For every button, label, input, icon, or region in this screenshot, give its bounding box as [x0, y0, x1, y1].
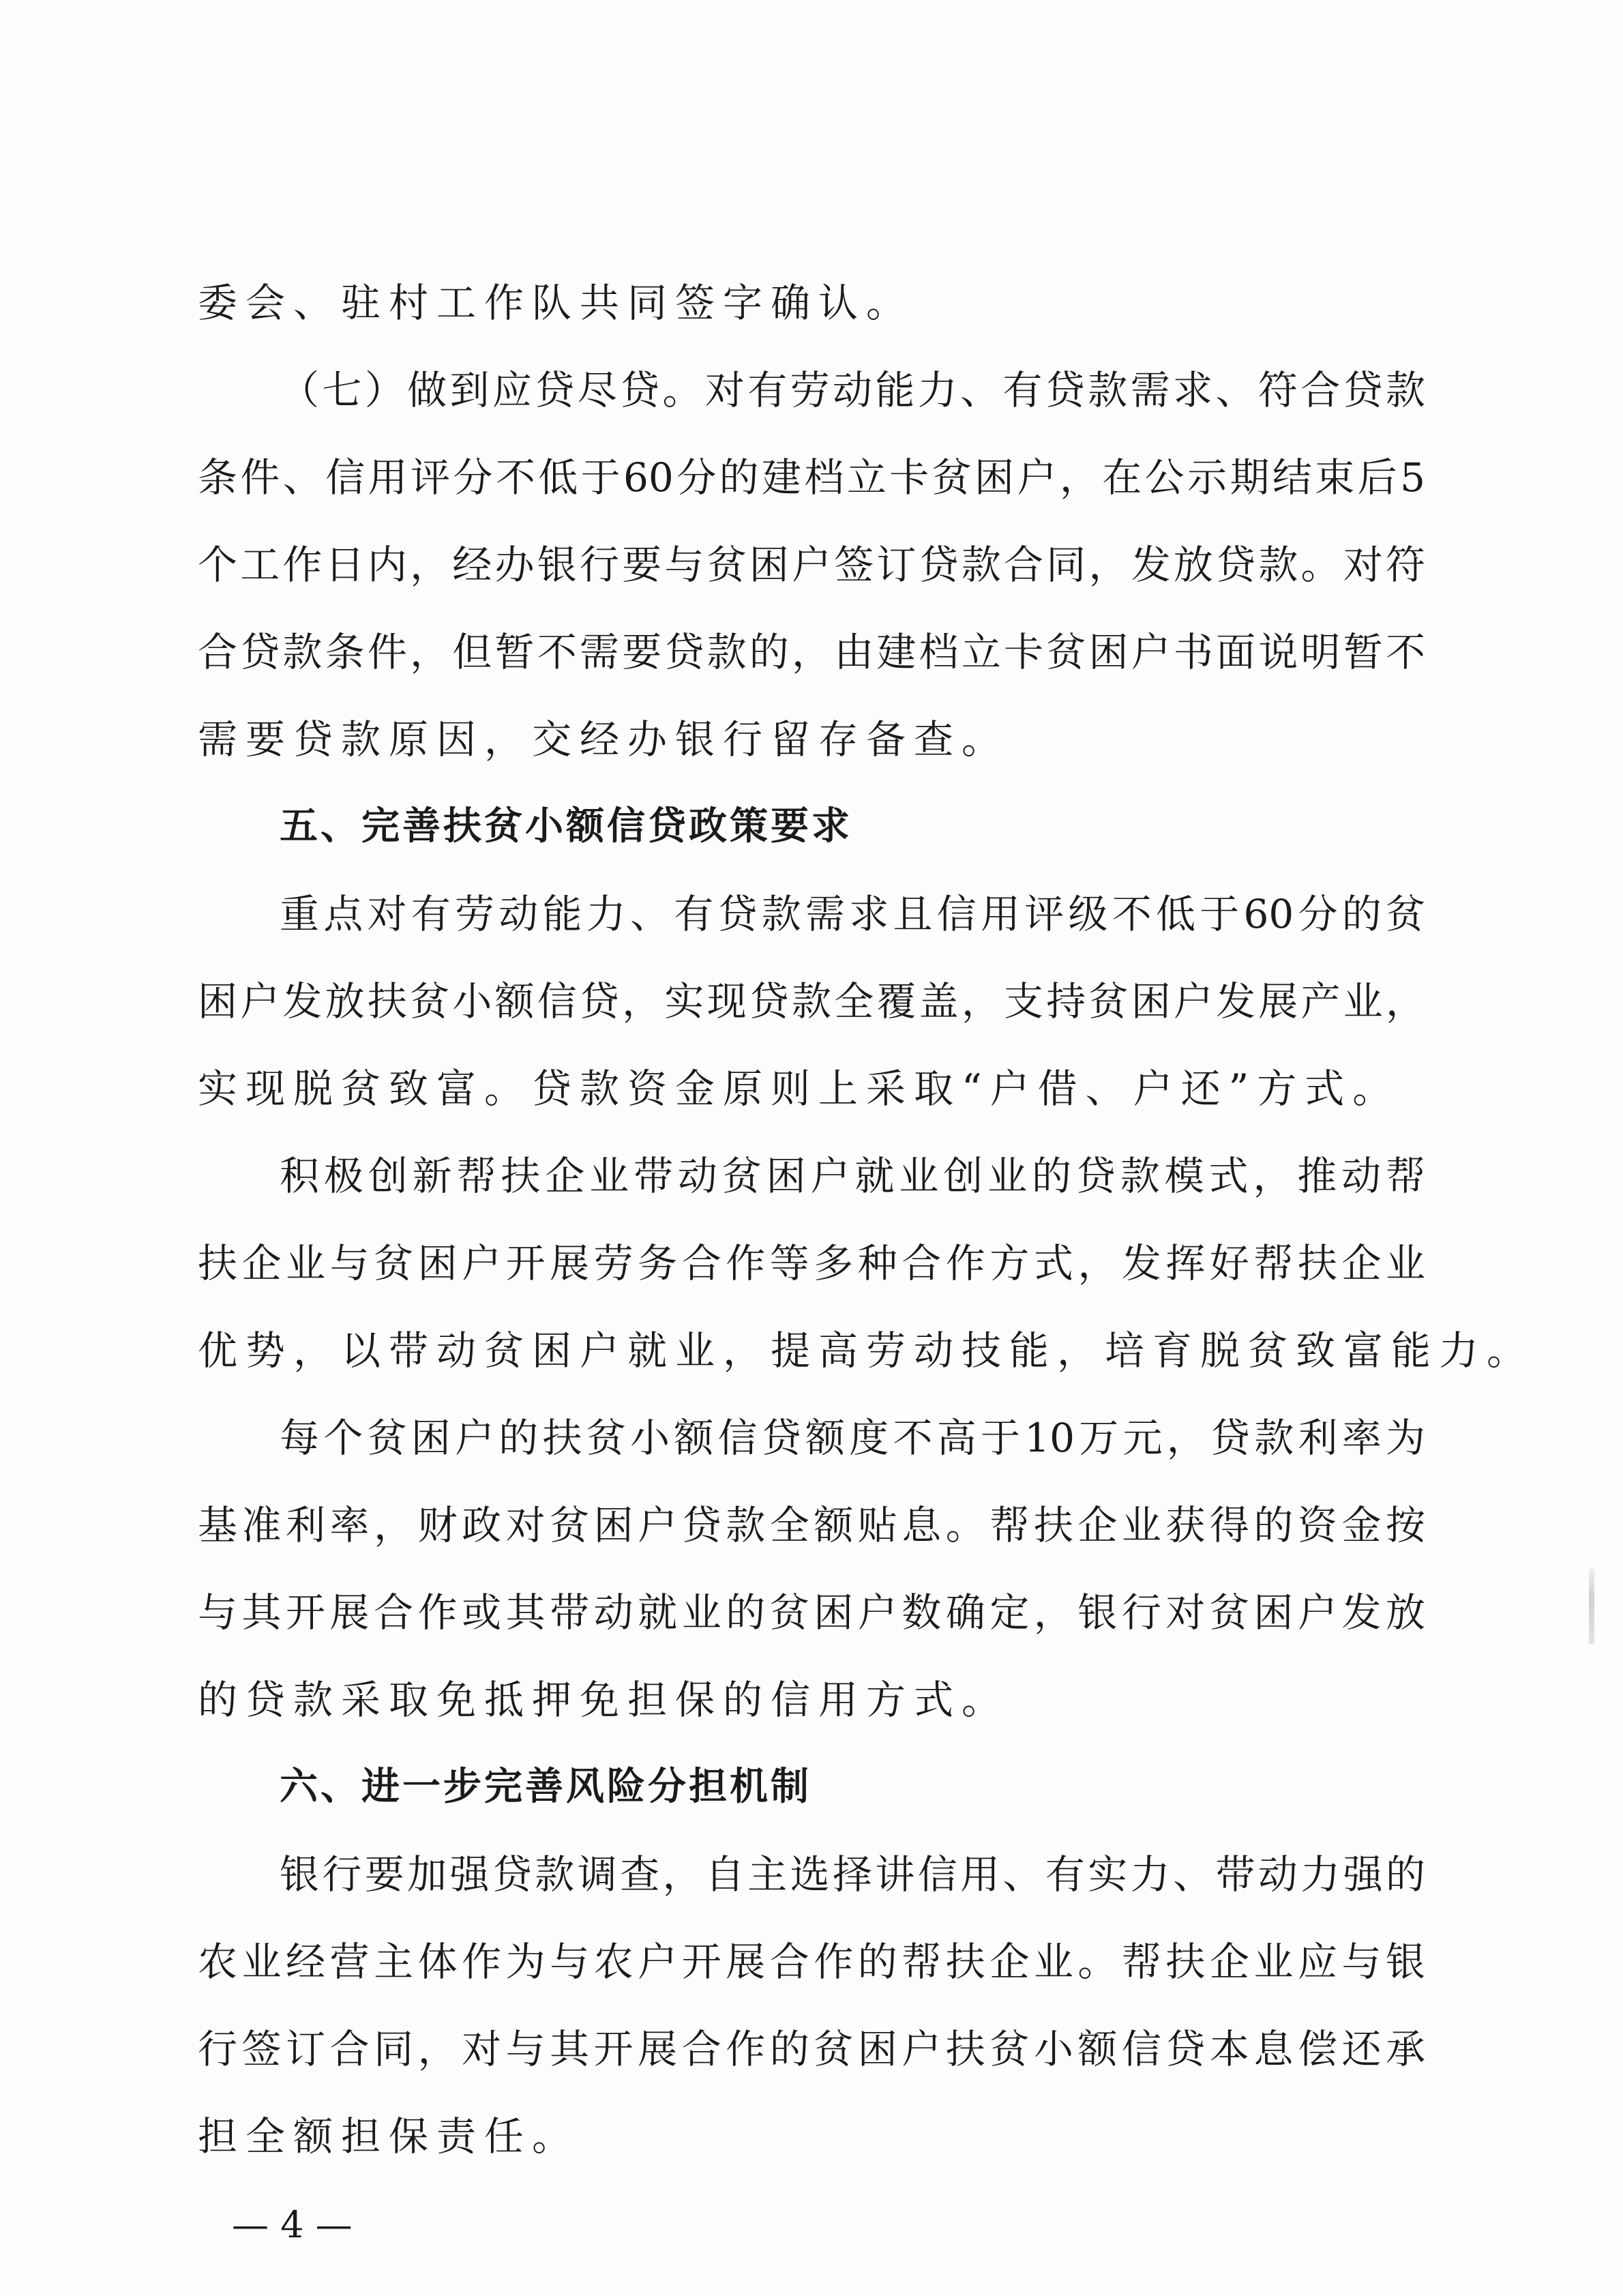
text-line: 实现脱贫致富。贷款资金原则上采取“户借、户还”方式。	[198, 1065, 1401, 1112]
text-line: 条件、信用评分不低于60分的建档立卡贫困户，在公示期结束后5	[198, 454, 1425, 501]
text-line: 的贷款采取免抵押免担保的信用方式。	[198, 1677, 1010, 1723]
text-line: 扶企业与贫困户开展劳务合作等多种合作方式，发挥好帮扶企业	[198, 1240, 1425, 1286]
text-line: 困户发放扶贫小额信贷，实现贷款全覆盖，支持贫困户发展产业，	[198, 978, 1425, 1025]
text-line: 需要贷款原因，交经办银行留存备查。	[198, 716, 1010, 763]
scan-margin-mark	[1589, 1569, 1594, 1644]
text-line: 农业经营主体作为与农户开展合作的帮扶企业。帮扶企业应与银	[198, 1939, 1425, 1985]
text-line: （七）做到应贷尽贷。对有劳动能力、有贷款需求、符合贷款	[280, 367, 1425, 413]
text-line: 积极创新帮扶企业带动贫困户就业创业的贷款模式，推动帮	[280, 1153, 1425, 1199]
text-line: 基准利率，财政对贫困户贷款全额贴息。帮扶企业获得的资金按	[198, 1502, 1425, 1548]
text-line: 银行要加强贷款调查，自主选择讲信用、有实力、带动力强的	[280, 1851, 1425, 1898]
section-heading: 五、完善扶贫小额信贷政策要求	[280, 804, 852, 849]
text-line: 个工作日内，经办银行要与贫困户签订贷款合同，发放贷款。对符	[198, 542, 1425, 588]
text-line: 担全额担保责任。	[198, 2113, 580, 2160]
text-line: 优势，以带动贫困户就业，提高劳动技能，培育脱贫致富能力。	[198, 1327, 1535, 1374]
section-heading: 六、进一步完善风险分担机制	[280, 1765, 812, 1809]
page-number: — 4 —	[232, 2203, 353, 2246]
text-line: 每个贫困户的扶贫小额信贷额度不高于10万元，贷款利率为	[280, 1415, 1425, 1461]
text-line: 与其开展合作或其带动就业的贫困户数确定，银行对贫困户发放	[198, 1589, 1425, 1636]
text-line: 重点对有劳动能力、有贷款需求且信用评级不低于60分的贫	[280, 891, 1425, 937]
text-line: 委会、驻村工作队共同签字确认。	[198, 280, 914, 326]
text-line: 合贷款条件，但暂不需要贷款的，由建档立卡贫困户书面说明暂不	[198, 629, 1425, 675]
text-line: 行签订合同，对与其开展合作的贫困户扶贫小额信贷本息偿还承	[198, 2026, 1425, 2072]
